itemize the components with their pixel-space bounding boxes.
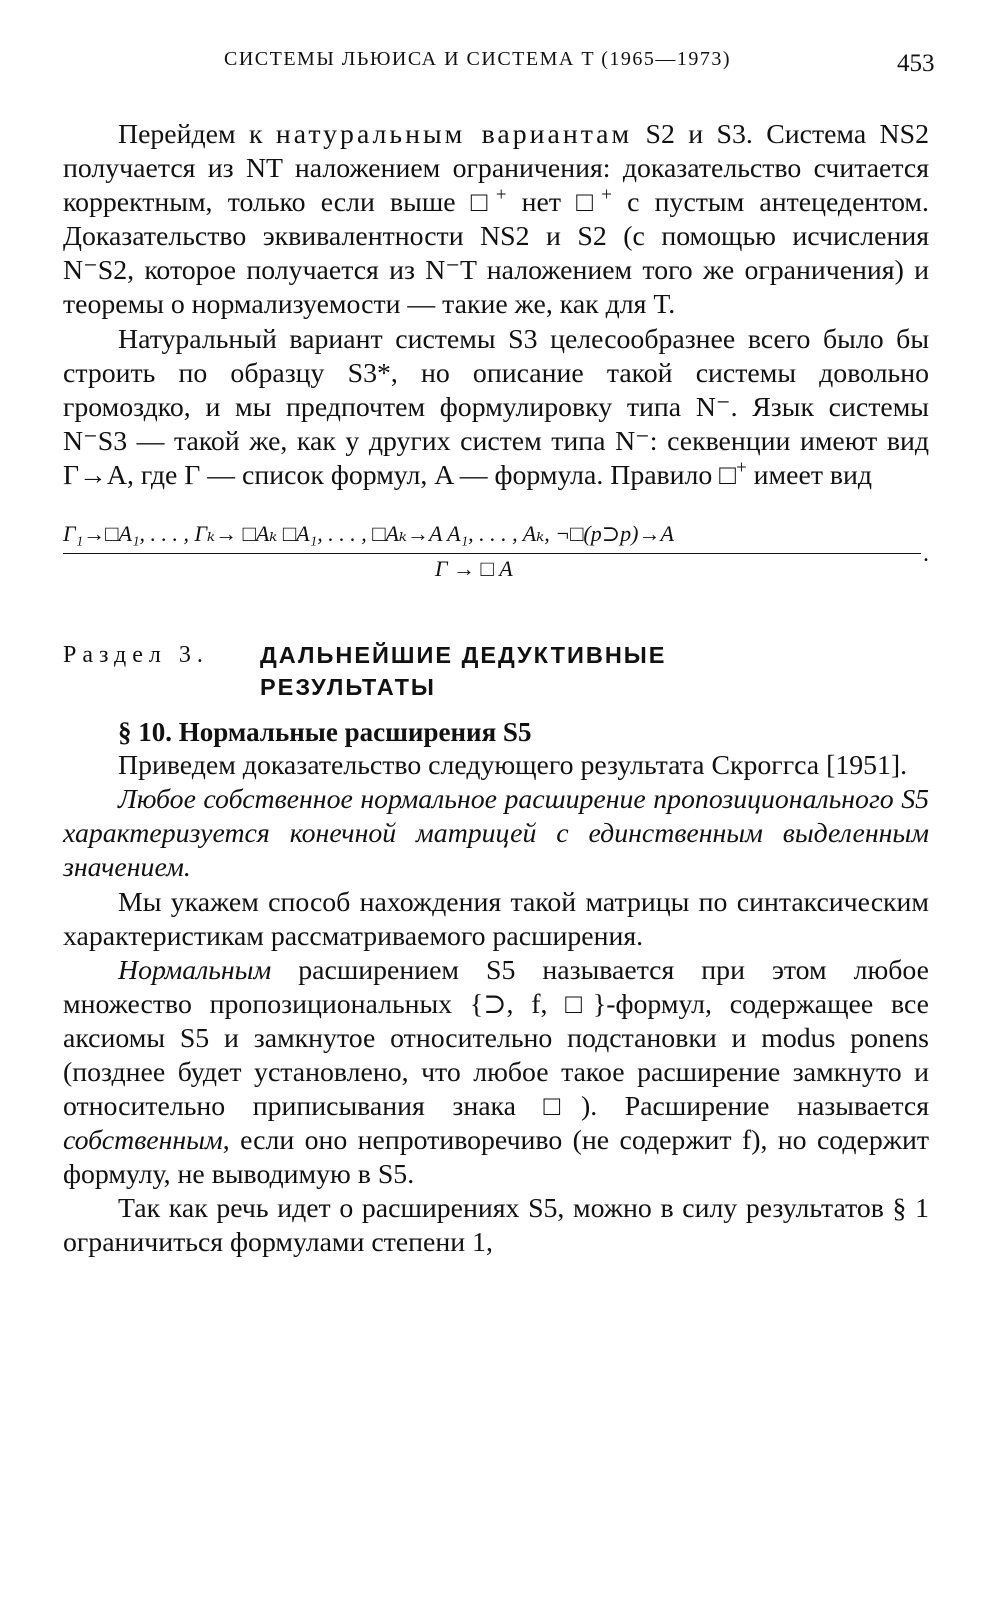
text-run: Перейдем к [118,119,276,150]
paragraph-s3-variant [63,323,929,493]
running-head: СИСТЕМЫ ЛЬЮИСА И СИСТЕМА T (1965—1973) [224,48,732,70]
paragraph-scroggs: Приведем доказательство следующего результата Скроггса [1951]. [118,750,908,782]
page-number: 453 [897,50,935,77]
text-run: , если оно непротиворечиво (не содержит f), но содержит формулу, не выводимую в S5. [63,1125,929,1191]
formula-numerator: Γ₁→□A₁, . . . , Γₖ→ □Aₖ □A₁, . . . , □Aₖ→A A₁, . . . , Aₖ, ¬□(p⊃p)→A [63,521,674,547]
page-header [0,48,991,88]
text-run: Натуральный вариант системы S3 целесообразнее всего было бы строить по образцу S3*, но описание такой системы довольно громоздко, и мы предпочтем формулировку типа N⁻. Язык системы N⁻S3 — такой же, как у других систем типа N⁻: секвенции имеют вид Γ→A, где Γ — список формул, A — формула. Правило □ [63,323,929,491]
text-run: расширением S5 называется при этом любое множество пропозициональных {⊃, f, □}-формул, содержащее все аксиомы S5 и замкнутое относительно подстановки и modus ponens (позднее будет установлено, что любое такое расширение замкнуто и относительно приписывания знака □). Расширение называется [63,954,929,1123]
italic-term: собственным [63,1125,223,1157]
text-run: нет □ [506,187,602,219]
text-run: с пустым антецедентом. Доказательство эквивалентности NS2 и S2 (с помощью исчисления N⁻S2, которое получается из N⁻T наложением того же ограничения) и теоремы о нормализуемости — такие же, как для T. [63,187,929,321]
italic-term: Нормальным [118,954,272,986]
paragraph-method: Мы укажем способ нахождения такой матрицы по синтаксическим характеристикам рассматриваемого расширения. [63,886,929,952]
section-heading [63,639,929,715]
paragraph-theorem: Любое собственное нормальное расширение пропозиционального S5 характеризуется конечной матрицей с единственным выделенным значением. [63,784,929,884]
superscript: + [736,457,747,479]
section-label: Раздел 3. [63,642,209,669]
spaced-text-run: натуральным вариантам [275,119,633,150]
paragraph-definition [63,954,929,1193]
paragraph-natural-variants [63,118,929,323]
superscript: + [601,184,612,206]
text-run: имеет вид [746,459,873,491]
text-run: S2 и S3. Система NS2 получается из NT наложением ограничения: доказательство считается корректным, только если выше □ [63,119,929,219]
superscript: + [495,184,507,206]
inference-rule-formula [63,521,929,587]
section-title: ДАЛЬНЕЙШИЕ ДЕДУКТИВНЫЕ РЕЗУЛЬТАТЫ [260,642,667,701]
paragraph-degree: Так как речь идет о расширениях S5, можно в силу результатов § 1 ограничиться формулами степени 1, [63,1193,929,1259]
formula-period: . [923,541,929,568]
paragraph-heading: § 10. Нормальные расширения S5 [118,717,532,748]
fraction-bar [63,553,921,554]
formula-denominator: Γ → □ A [435,556,513,582]
page-body [63,118,929,1261]
